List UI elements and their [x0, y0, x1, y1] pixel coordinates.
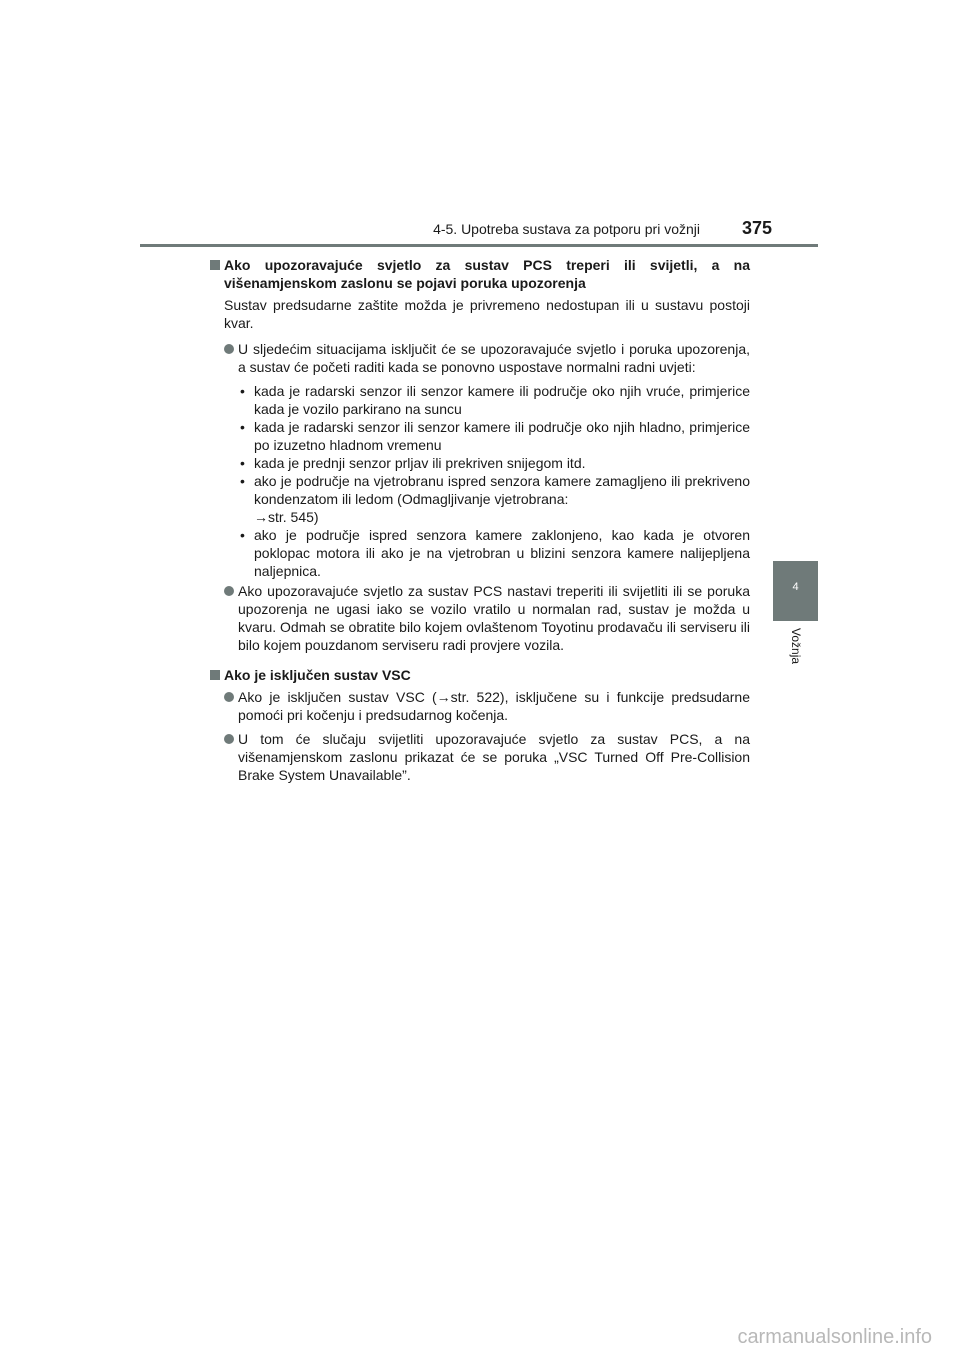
- header-divider: [140, 244, 818, 247]
- chapter-tab: [773, 561, 818, 621]
- circle-marker-icon: [224, 692, 234, 702]
- section-heading-text: Ako upozoravajuće svjetlo za sustav PCS treperi ili svijetli, a na višenamjenskom zaslonu se pojavi poruka upozorenja: [224, 257, 750, 291]
- square-marker-icon: [210, 260, 220, 270]
- bullet-text: ako je područje ispred senzora kamere zaklonjeno, kao kada je otvoren poklopac motora ili ako je na vjetrobran u blizini senzora kamere nalijepljena naljepnica.: [254, 527, 750, 579]
- list-item-text: U tom će slučaju svijetliti upozoravajuće svjetlo za sustav PCS, a na višenamjenskom zaslonu prikazat će se poruka „VSC Turned Off Pre-Collision Brake System Unavailable”.: [238, 731, 750, 783]
- bullet-dot-icon: •: [240, 419, 245, 435]
- list-item-text: Ako upozoravajuće svjetlo za sustav PCS nastavi treperiti ili svijetliti ili se poruka upozorenja ne ugasi iako se vozilo vratilo u normalan rad, sustav je možda u kvaru. Odmah se obratite bilo kojem ovlaštenom Toyotinu prodavaču ili serviseru ili bilo kojem pouzdanom serviseru radi provjere vozila.: [238, 583, 750, 653]
- circle-marker-icon: [224, 734, 234, 744]
- bullet-dot-icon: •: [240, 527, 245, 543]
- chapter-number: 4: [792, 581, 799, 593]
- page-content: [210, 256, 750, 790]
- list-item: [210, 730, 750, 784]
- list-item-text: Ako je isključen sustav VSC (→str. 522), isključene su i funkcije predsudarne pomoći pri kočenju i predsudarnog kočenja.: [238, 689, 750, 723]
- section-heading-pcs: [210, 256, 750, 292]
- bullet-text: kada je radarski senzor ili senzor kamere ili područje oko njih vruće, primjerice kada je vozilo parkirano na suncu: [254, 383, 750, 417]
- bullet-item: [210, 382, 750, 418]
- watermark: carmanualsonline.info: [737, 1326, 932, 1348]
- circle-marker-icon: [224, 344, 234, 354]
- section-intro: Sustav predsudarne zaštite možda je privremeno nedostupan ili u sustavu postoji kvar.: [224, 297, 750, 331]
- list-item: [210, 582, 750, 654]
- page-number: 375: [741, 218, 772, 238]
- bullet-text: kada je radarski senzor ili senzor kamere ili područje oko njih hladno, primjerice po izuzetno hladnom vremenu: [254, 419, 750, 453]
- bullet-text: kada je prednji senzor prljav ili prekriven snijegom itd.: [254, 455, 586, 471]
- bullet-item: [210, 454, 750, 472]
- square-marker-icon: [210, 670, 220, 680]
- circle-marker-icon: [224, 586, 234, 596]
- list-item-text: U sljedećim situacijama isključit će se upozoravajuće svjetlo i poruka upozorenja, a sustav će početi raditi kada se ponovno uspostave normalni radni uvjeti:: [238, 341, 750, 375]
- bullet-text: ako je područje na vjetrobranu ispred senzora kamere zamagljeno ili prekriveno kondenzatom ili ledom (Odmagljivanje vjetrobrana:: [254, 473, 750, 507]
- bullet-dot-icon: •: [240, 455, 245, 471]
- page-reference: →str. 545): [254, 509, 319, 525]
- bullet-item: [210, 526, 750, 580]
- page-header: [140, 218, 818, 246]
- section-heading-vsc: [210, 666, 750, 684]
- bullet-item: [210, 472, 750, 526]
- condition-list: [210, 382, 750, 580]
- list-item: [210, 340, 750, 376]
- section-title: 4-5. Upotreba sustava za potporu pri vožnji: [433, 221, 700, 237]
- list-item: [210, 688, 750, 724]
- bullet-dot-icon: •: [240, 383, 245, 399]
- bullet-dot-icon: •: [240, 473, 245, 489]
- section-heading-text: Ako je isključen sustav VSC: [224, 667, 411, 683]
- bullet-item: [210, 418, 750, 454]
- chapter-label: Vožnja: [789, 628, 803, 665]
